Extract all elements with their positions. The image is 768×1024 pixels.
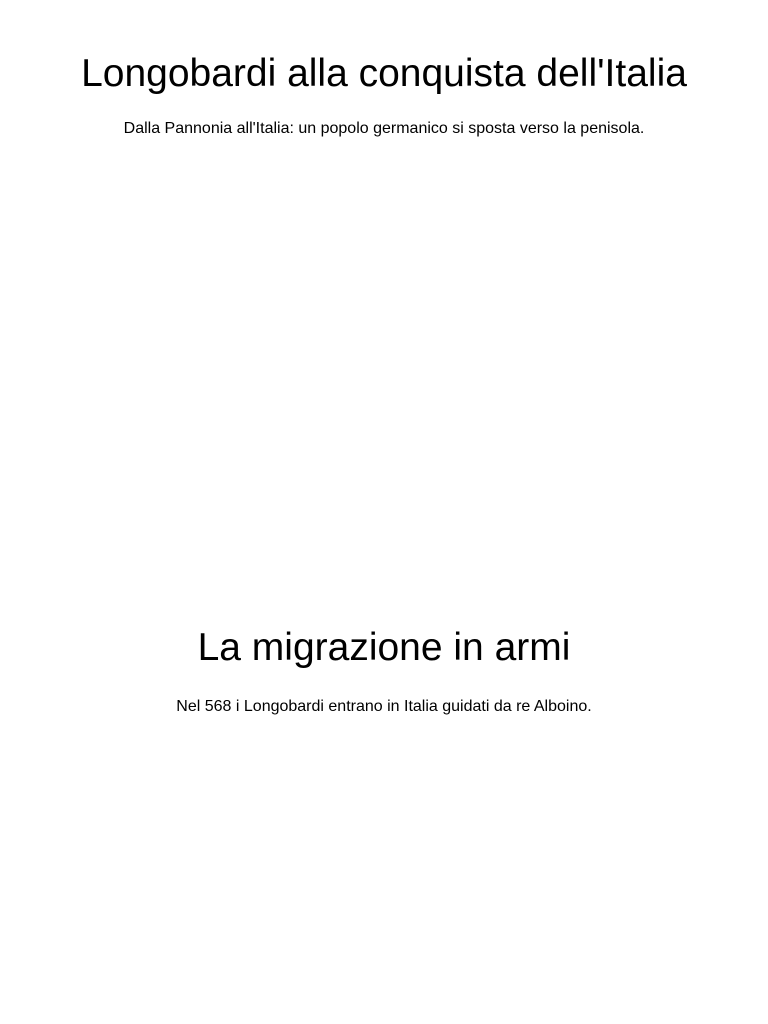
slide-title: La migrazione in armi bbox=[197, 626, 571, 669]
slide-subtitle: Dalla Pannonia all'Italia: un popolo germanico si sposta verso la penisola. bbox=[123, 120, 645, 137]
slide-migration bbox=[0, 622, 768, 718]
slide-intro bbox=[0, 48, 768, 140]
slide-subtitle: Nel 568 i Longobardi entrano in Italia guidati da re Alboino. bbox=[176, 698, 592, 715]
slide-title: Longobardi alla conquista dell'Italia bbox=[81, 52, 687, 95]
